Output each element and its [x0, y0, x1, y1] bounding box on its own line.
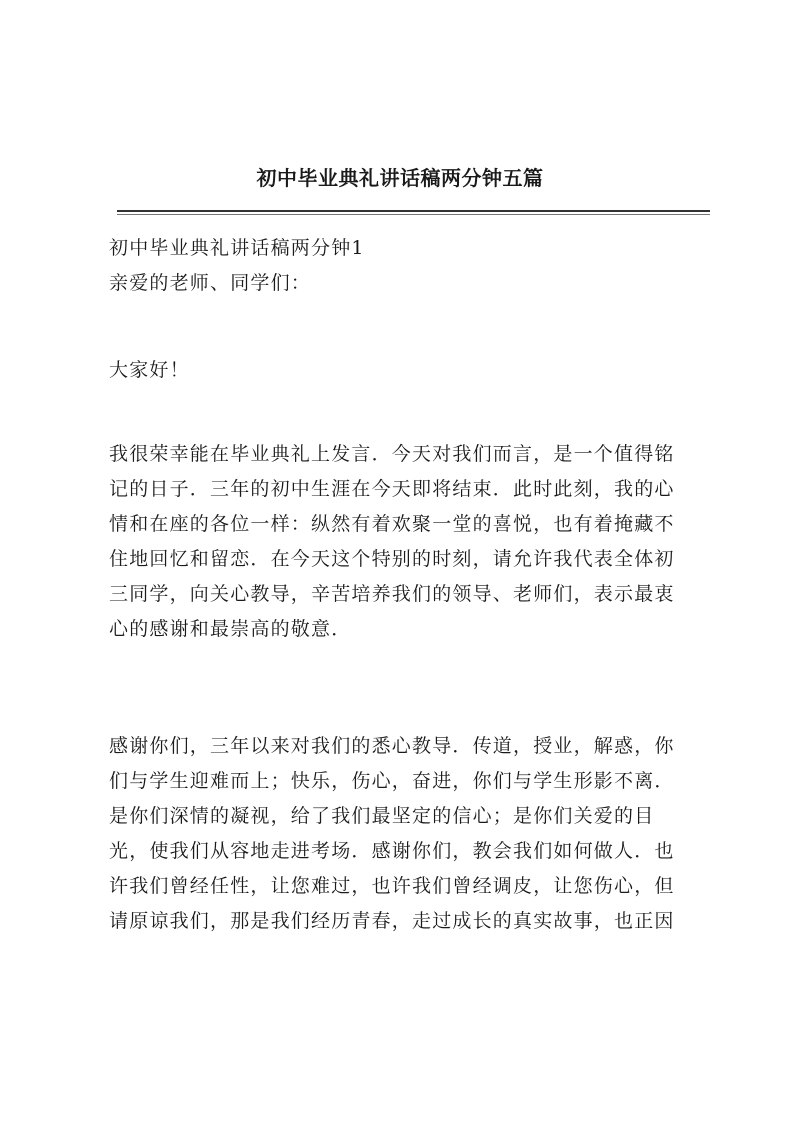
paragraph-line: 感谢你们，三年以来对我们的悉心教导．传道，授业，解惑，你 [109, 735, 675, 757]
title-underline [117, 210, 710, 212]
paragraph-line: 们与学生迎难而上；快乐，伤心，奋进，你们与学生形影不离． [109, 770, 675, 792]
paragraph-line: 许我们曾经任性，让您难过，也许我们曾经调皮，让您伤心，但 [109, 875, 675, 897]
section-heading: 初中毕业典礼讲话稿两分钟1 [109, 237, 365, 259]
paragraph-line: 记的日子．三年的初中生涯在今天即将结束．此时此刻，我的心 [109, 478, 675, 500]
document-title: 初中毕业典礼讲话稿两分钟五篇 [256, 166, 544, 190]
paragraph-line: 心的感谢和最崇高的敬意． [109, 618, 352, 640]
paragraph-line: 情和在座的各位一样：纵然有着欢聚一堂的喜悦，也有着掩藏不 [109, 513, 675, 535]
paragraph-line: 住地回忆和留恋．在今天这个特别的时刻，请允许我代表全体初 [109, 548, 675, 570]
paragraph-line: 是你们深情的凝视，给了我们最坚定的信心；是你们关爱的目 [109, 805, 655, 827]
paragraph-line: 我很荣幸能在毕业典礼上发言．今天对我们而言，是一个值得铭 [109, 443, 675, 465]
greeting: 大家好！ [109, 359, 190, 381]
paragraph-line: 请原谅我们，那是我们经历青春，走过成长的真实故事，也正因 [109, 910, 675, 932]
paragraph-line: 光，使我们从容地走进考场．感谢你们，教会我们如何做人．也 [109, 840, 675, 862]
greeting-block [109, 353, 709, 388]
section-heading-block [109, 231, 709, 301]
title-underline-secondary [117, 214, 710, 215]
salutation: 亲爱的老师、同学们： [109, 272, 312, 294]
paragraph-1 [109, 437, 709, 647]
paragraph-2 [109, 729, 709, 939]
paragraph-line: 三同学，向关心教导，辛苦培养我们的领导、老师们，表示最衷 [109, 583, 675, 605]
